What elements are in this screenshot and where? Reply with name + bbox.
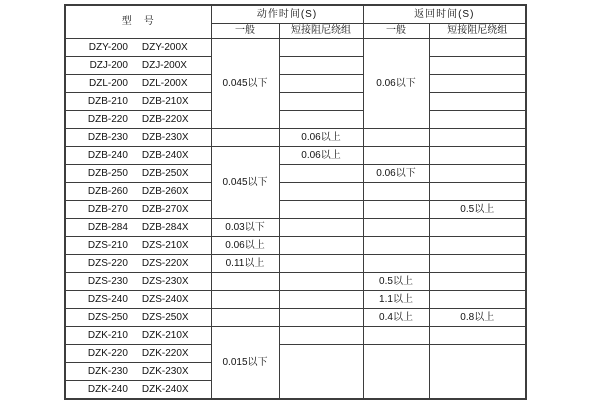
action-damping-cell [279, 291, 363, 309]
model-code-x: DZK-240X [141, 383, 189, 395]
model-code-x: DZS-210X [141, 239, 189, 251]
table-row [65, 237, 526, 255]
model-code: DZB-230 [87, 131, 128, 143]
return-damping-cell [429, 39, 526, 57]
table-row [65, 147, 526, 165]
action-damping-cell [279, 57, 363, 75]
model-code-x: DZB-270X [141, 203, 189, 215]
header-return-general: 一般 [363, 24, 429, 39]
table-row [65, 129, 526, 147]
model-code: DZK-240 [87, 383, 128, 395]
action-damping-cell [279, 93, 363, 111]
return-damping-cell [429, 147, 526, 165]
model-code: DZS-210 [87, 239, 128, 251]
model-code-x: DZS-220X [141, 257, 189, 269]
model-cell [65, 327, 211, 345]
action-damping-cell [279, 75, 363, 93]
model-cell [65, 165, 211, 183]
table-row [65, 309, 526, 327]
return-damping-cell [429, 129, 526, 147]
action-damping-cell [279, 201, 363, 219]
return-damping-cell [429, 327, 526, 345]
action-damping-cell [279, 345, 363, 400]
table-row [65, 255, 526, 273]
model-code-x: DZB-230X [141, 131, 189, 143]
action-damping-cell [279, 183, 363, 201]
model-code-x: DZS-250X [141, 311, 189, 323]
table-row [65, 273, 526, 291]
return-damping-cell [429, 219, 526, 237]
return-damping-cell [429, 75, 526, 93]
header-action-general: 一般 [211, 24, 279, 39]
action-general-cell: 0.06以上 [211, 237, 279, 255]
model-code: DZB-270 [87, 203, 128, 215]
model-code: DZB-260 [87, 185, 128, 197]
header-row-1 [65, 5, 526, 24]
return-general-cell [363, 345, 429, 400]
model-code-x: DZY-200X [141, 41, 188, 53]
model-code-x: DZB-240X [141, 149, 189, 161]
model-code: DZK-220 [87, 347, 128, 359]
return-damping-cell [429, 273, 526, 291]
model-cell [65, 219, 211, 237]
model-code: DZL-200 [89, 77, 128, 89]
return-damping-cell [429, 291, 526, 309]
action-general-cell: 0.03以下 [211, 219, 279, 237]
model-code-x: DZB-284X [141, 221, 189, 233]
model-code: DZS-240 [87, 293, 128, 305]
return-damping-cell [429, 93, 526, 111]
action-general-cell [211, 291, 279, 309]
return-general-cell: 0.06以下 [363, 39, 429, 129]
model-code: DZB-210 [87, 95, 128, 107]
table-row [65, 93, 526, 111]
return-general-cell [363, 237, 429, 255]
return-damping-cell [429, 183, 526, 201]
action-damping-cell [279, 237, 363, 255]
action-damping-cell [279, 273, 363, 291]
model-cell [65, 93, 211, 111]
model-code-x: DZS-240X [141, 293, 189, 305]
return-damping-cell [429, 57, 526, 75]
model-code: DZY-200 [88, 41, 128, 53]
table-row [65, 39, 526, 57]
return-damping-cell [429, 237, 526, 255]
model-cell [65, 345, 211, 363]
action-damping-cell [279, 309, 363, 327]
table-row [65, 111, 526, 129]
return-general-cell [363, 129, 429, 147]
table-row [65, 345, 526, 363]
action-general-cell: 0.045以下 [211, 39, 279, 129]
action-damping-cell [279, 255, 363, 273]
model-code: DZB-240 [87, 149, 128, 161]
header-return-damping: 短接阻尼绕组 [429, 24, 526, 39]
model-code: DZB-220 [87, 113, 128, 125]
model-cell [65, 291, 211, 309]
model-code-x: DZB-220X [141, 113, 189, 125]
action-damping-cell: 0.06以上 [279, 147, 363, 165]
model-code: DZS-220 [87, 257, 128, 269]
model-cell [65, 201, 211, 219]
model-code: DZS-250 [87, 311, 128, 323]
header-model: 型 号 [65, 5, 211, 39]
action-general-cell: 0.015以下 [211, 327, 279, 400]
return-general-cell: 0.06以下 [363, 165, 429, 183]
model-code-x: DZB-210X [141, 95, 189, 107]
spec-table [64, 4, 527, 400]
action-damping-cell [279, 39, 363, 57]
return-general-cell: 0.4以上 [363, 309, 429, 327]
return-damping-cell: 0.8以上 [429, 309, 526, 327]
return-general-cell [363, 183, 429, 201]
model-code: DZK-230 [87, 365, 128, 377]
action-general-cell: 0.11以上 [211, 255, 279, 273]
model-code-x: DZK-220X [141, 347, 189, 359]
header-action-time: 动作时间(S) [211, 5, 363, 24]
model-cell [65, 381, 211, 400]
table-row [65, 75, 526, 93]
return-damping-cell [429, 165, 526, 183]
table-row [65, 183, 526, 201]
model-code-x: DZB-250X [141, 167, 189, 179]
table-row [65, 201, 526, 219]
return-general-cell [363, 255, 429, 273]
model-cell [65, 39, 211, 57]
model-code-x: DZK-210X [141, 329, 189, 341]
table-row [65, 165, 526, 183]
model-code-x: DZL-200X [141, 77, 188, 89]
table-row [65, 327, 526, 345]
header-action-damping: 短接阻尼绕组 [279, 24, 363, 39]
return-general-cell [363, 147, 429, 165]
model-cell [65, 57, 211, 75]
action-damping-cell [279, 111, 363, 129]
model-cell [65, 363, 211, 381]
spec-sheet [64, 4, 527, 400]
table-row [65, 291, 526, 309]
return-damping-cell [429, 345, 526, 400]
model-cell [65, 255, 211, 273]
table-row [65, 57, 526, 75]
return-damping-cell [429, 111, 526, 129]
model-code: DZB-284 [87, 221, 128, 233]
model-cell [65, 147, 211, 165]
model-code-x: DZS-230X [141, 275, 189, 287]
model-code: DZS-230 [87, 275, 128, 287]
action-damping-cell [279, 219, 363, 237]
action-damping-cell [279, 165, 363, 183]
model-cell [65, 309, 211, 327]
return-damping-cell [429, 255, 526, 273]
table-row [65, 219, 526, 237]
model-code: DZJ-200 [89, 59, 128, 71]
model-code-x: DZB-260X [141, 185, 189, 197]
model-cell [65, 273, 211, 291]
action-damping-cell [279, 327, 363, 345]
return-general-cell: 0.5以上 [363, 273, 429, 291]
model-cell [65, 129, 211, 147]
action-general-cell [211, 273, 279, 291]
action-general-cell [211, 309, 279, 327]
model-code: DZB-250 [87, 167, 128, 179]
model-cell [65, 237, 211, 255]
return-general-cell [363, 219, 429, 237]
model-code-x: DZK-230X [141, 365, 189, 377]
model-code-x: DZJ-200X [141, 59, 187, 71]
model-cell [65, 111, 211, 129]
action-general-cell: 0.045以下 [211, 147, 279, 219]
action-general-cell [211, 129, 279, 147]
return-general-cell: 1.1以上 [363, 291, 429, 309]
return-general-cell [363, 201, 429, 219]
return-damping-cell: 0.5以上 [429, 201, 526, 219]
model-cell [65, 75, 211, 93]
header-return-time: 返回时间(S) [363, 5, 526, 24]
action-damping-cell: 0.06以上 [279, 129, 363, 147]
model-code: DZK-210 [87, 329, 128, 341]
model-cell [65, 183, 211, 201]
return-general-cell [363, 327, 429, 345]
